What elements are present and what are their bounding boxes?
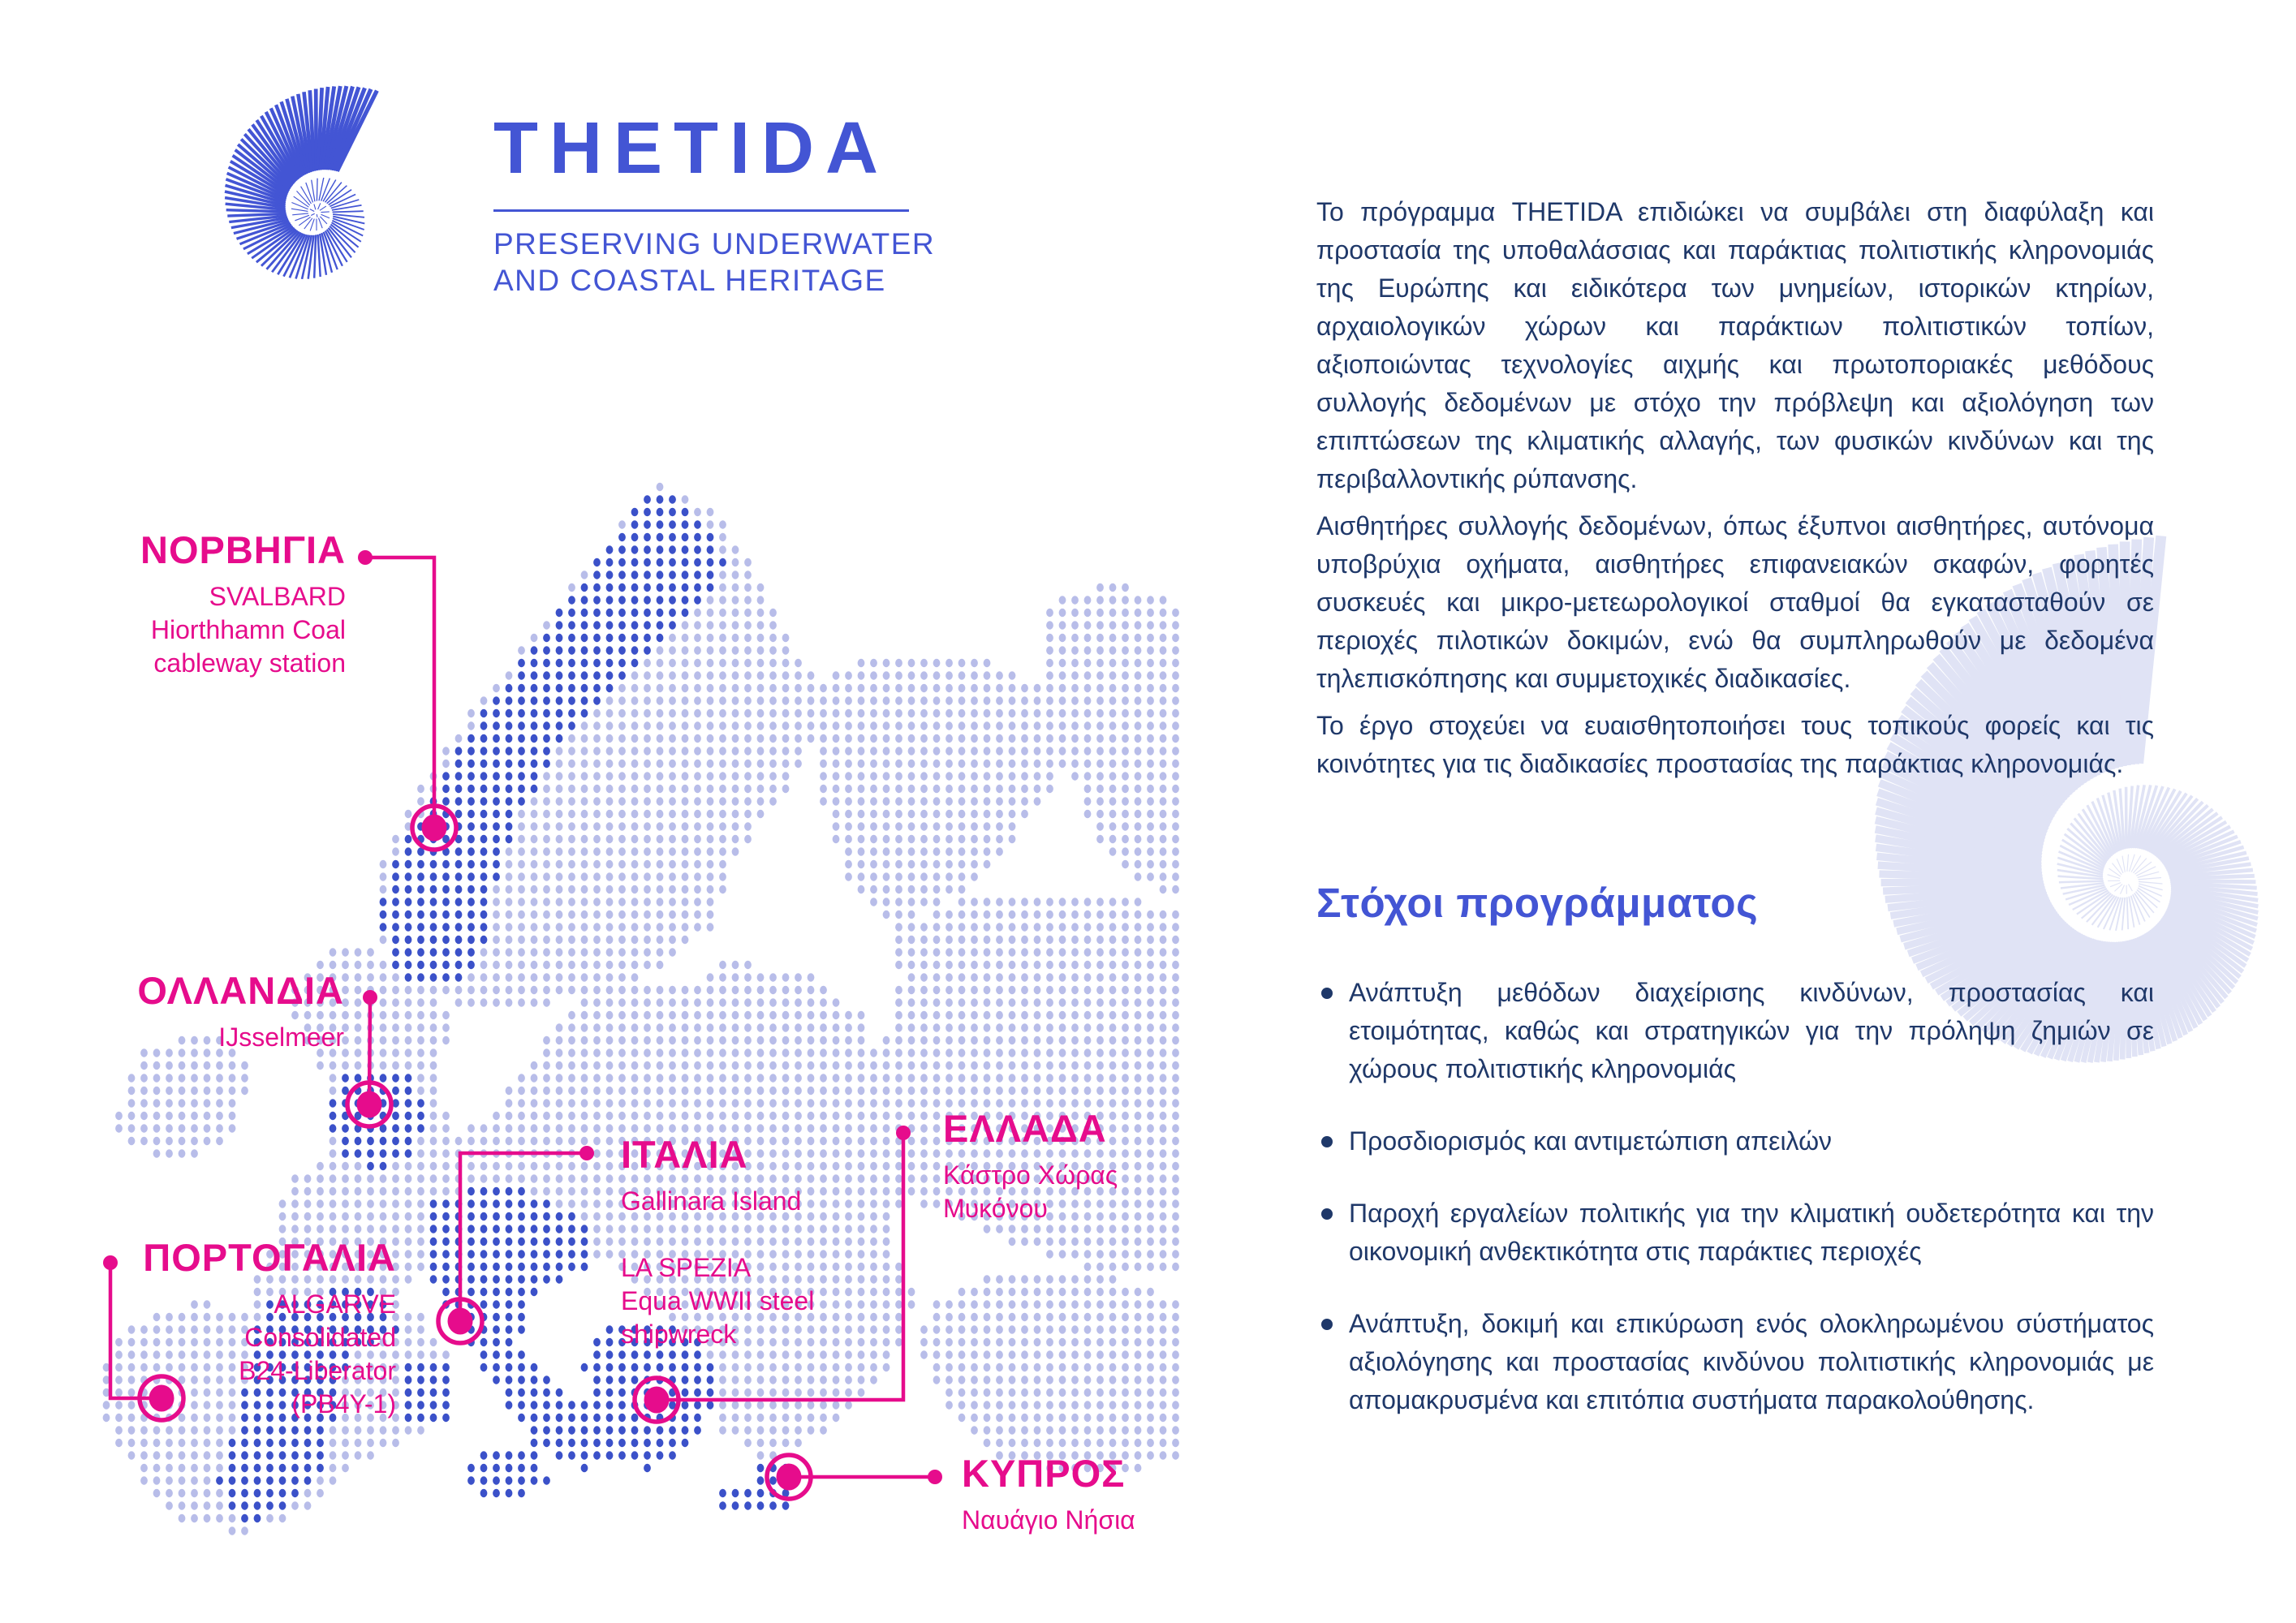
objective-text: Ανάπτυξη μεθόδων διαχείρισης κινδύνων, προστασίας και ετοιμότητας, καθώς και στρατηγικών για την πρόληψη ζημιών σε χώρους πολιτιστικής κληρονομιάς <box>1349 978 2154 1083</box>
map-label-site: ALGARVE <box>274 1289 396 1319</box>
map-label-greece <box>943 1106 1235 1225</box>
map-label-site: Κάστρο Χώρας <box>943 1160 1118 1190</box>
logo-title: THETIDA <box>493 108 890 189</box>
map-label-site: SVALBARD <box>209 582 346 611</box>
objective-text: Προσδιορισμός και αντιμετώπιση απειλών <box>1349 1126 1833 1156</box>
bullet-dot-icon <box>1321 1319 1333 1330</box>
intro-paragraph: Το έργο στοχεύει να ευαισθητοποιήσει τους τοπικούς φορείς και τις κοινότητες για τις διαδικασίες προστασίας της παράκτιας κληρονομιάς. <box>1316 711 2154 778</box>
bullet-dot-icon <box>1321 1208 1333 1220</box>
logo-subtitle-line1: PRESERVING UNDERWATER <box>493 227 936 260</box>
map-label-site: shipwreck <box>621 1319 737 1349</box>
map-label-country: ΚΥΠΡΟΣ <box>962 1452 1126 1495</box>
logo-subtitle <box>493 226 948 299</box>
objective-item <box>1316 1195 2154 1271</box>
map-label-site: Μυκόνου <box>943 1194 1048 1223</box>
logo-subtitle-line2: AND COASTAL HERITAGE <box>493 264 886 297</box>
map-label-country: ΠΟΡΤΟΓΑΛΙΑ <box>143 1236 396 1279</box>
map-label-site: cableway station <box>153 648 346 678</box>
objectives-list <box>1316 974 2154 1419</box>
map-label-netherlands <box>73 968 344 1054</box>
map-label-site <box>621 1218 970 1251</box>
objective-item <box>1316 1122 2154 1160</box>
intro-text-column <box>1316 193 2154 1453</box>
objective-text: Παροχή εργαλείων πολιτικής για την κλιματική ουδετερότητα και την οικονομική ανθεκτικότητα στις παράκτιες περιοχές <box>1349 1199 2154 1266</box>
map-label-site: LA SPEZIA <box>621 1253 752 1282</box>
objectives-heading: Στόχοι προγράμματος <box>1316 880 1759 926</box>
map-label-country: ΙΤΑΛΙΑ <box>621 1133 748 1176</box>
map-label-country: ΝΟΡΒΗΓΙΑ <box>140 528 346 571</box>
map-label-site: Equa WWII steel <box>621 1286 815 1315</box>
map-label-site: Ναυάγιο Νήσια <box>962 1505 1135 1535</box>
bullet-dot-icon <box>1321 988 1333 999</box>
intro-paragraph: Το πρόγραμμα THETIDA επιδιώκει να συμβάλει στη διαφύλαξη και προστασία της υποθαλάσσιας και παράκτιας πολιτιστικής κληρονομιάς της Ευρώπης και ειδικότερα των μνημείων, ιστορικών κτηρίων, αρχαιολογικών χώρων και παράκτιων πολιτιστικών τοπίων, αξιοποιώντας τεχνολογίες αιχμής και πρωτοποριακές μεθόδους συλλογής δεδομένων με στόχο την πρόβλεψη και αξιολόγηση των επιπτώσεων της κλιματικής αλλαγής, των φυσικών κινδύνων και της περιβαλλοντικής ρύπανσης. <box>1316 197 2154 493</box>
objective-item <box>1316 974 2154 1088</box>
map-label-site: B24-Liberator <box>239 1356 396 1385</box>
map-label-site: Consolidated <box>244 1323 396 1352</box>
map-label-country: ΟΛΛΑΝΔΙΑ <box>137 969 344 1012</box>
intro-paragraph: Αισθητήρες συλλογής δεδομένων, όπως έξυπνοι αισθητήρες, αυτόνομα υποβρύχια οχήματα, αισθητήρες επιφανειακών σκαφών, φορητές συσκευές και μικρο-μετεωρολογικοί σταθμοί θα εγκατασταθούν σε περιοχές πιλοτικών δοκιμών, ενώ θα συμπληρωθούν με δεδομένα τηλεπισκόπησης και συμμετοχικές διαδικασίες. <box>1316 511 2154 693</box>
objective-text: Ανάπτυξη, δοκιμή και επικύρωση ενός ολοκληρωμένου σύστήματος αξιολόγησης και προστασίας κινδύνου πολιτιστικής κληρονομιάς με απομακρυσμένα και επιτόπια συστήματα παρακολούθησης. <box>1349 1309 2154 1414</box>
map-label-country: ΕΛΛΑΔΑ <box>943 1107 1107 1150</box>
map-label-site: IJsselmeer <box>218 1022 344 1052</box>
map-label-norway <box>57 527 346 680</box>
map-label-site: Hiorthhamn Coal <box>150 615 346 644</box>
logo-rule <box>493 209 909 212</box>
map-label-italy <box>621 1132 970 1351</box>
bullet-dot-icon <box>1321 1136 1333 1147</box>
map-label-cyprus <box>962 1451 1270 1537</box>
map-label-site: Gallinara Island <box>621 1186 802 1216</box>
map-label-site: (PB4Y-1) <box>291 1389 396 1419</box>
objective-item <box>1316 1305 2154 1419</box>
map-label-portugal <box>114 1235 396 1421</box>
